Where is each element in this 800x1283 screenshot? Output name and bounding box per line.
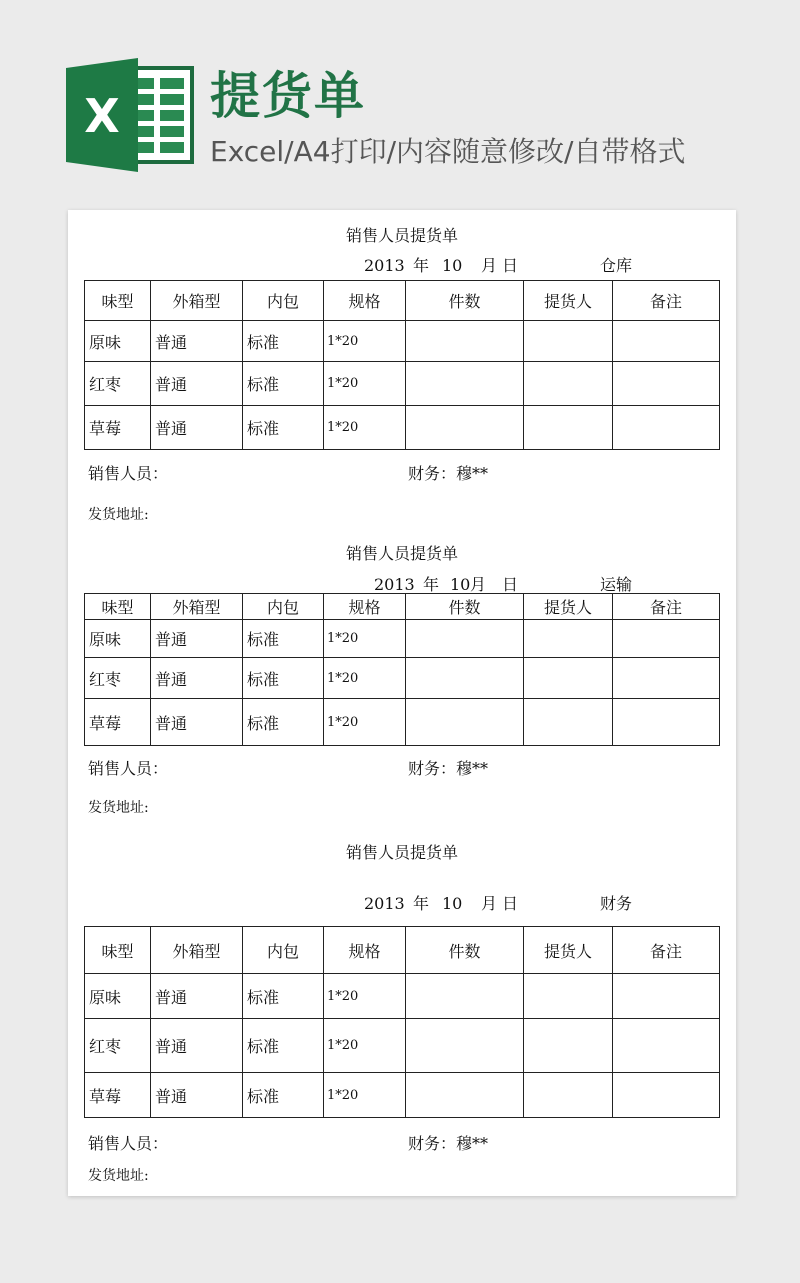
table-row (85, 1073, 720, 1118)
column-header: 外箱型 (151, 927, 243, 974)
cell-quantity[interactable] (406, 362, 524, 406)
cell-inner-pack[interactable]: 标准 (243, 406, 324, 450)
column-header: 内包 (243, 281, 324, 321)
date-line (68, 894, 736, 914)
cell-outer-box[interactable]: 普通 (151, 362, 243, 406)
cell-remarks[interactable] (613, 620, 720, 658)
date-day-unit: 日 (502, 575, 519, 594)
page-subtitle: Excel/A4打印/内容随意修改/自带格式 (210, 135, 686, 168)
items-table (84, 280, 720, 450)
cell-spec[interactable]: 1*20 (324, 699, 406, 746)
cell-inner-pack[interactable]: 标准 (243, 1019, 324, 1073)
date-year-unit: 年 (413, 256, 430, 275)
form-title: 销售人员提货单 (345, 843, 458, 862)
cell-remarks[interactable] (613, 1073, 720, 1118)
cell-remarks[interactable] (613, 362, 720, 406)
date-day-unit: 日 (502, 256, 519, 275)
items-table (84, 926, 720, 1118)
date-month-unit: 月 (470, 575, 487, 594)
cell-remarks[interactable] (613, 406, 720, 450)
cell-spec[interactable]: 1*20 (324, 406, 406, 450)
date-month: 10 (442, 256, 463, 275)
cell-quantity[interactable] (406, 1073, 524, 1118)
cell-quantity[interactable] (406, 1019, 524, 1073)
column-header: 备注 (613, 594, 720, 620)
cell-spec[interactable]: 1*20 (324, 362, 406, 406)
cell-inner-pack[interactable]: 标准 (243, 1073, 324, 1118)
document-sheet (68, 210, 736, 1196)
cell-flavor[interactable]: 原味 (85, 620, 151, 658)
table-row (85, 362, 720, 406)
column-header: 味型 (85, 281, 151, 321)
cell-picker[interactable] (524, 699, 613, 746)
cell-remarks[interactable] (613, 321, 720, 362)
address-label: 发货地址: (88, 507, 149, 523)
column-header: 规格 (324, 927, 406, 974)
cell-picker[interactable] (524, 362, 613, 406)
date-month-unit: 月 (481, 256, 498, 275)
cell-inner-pack[interactable]: 标准 (243, 362, 324, 406)
date-year-unit: 年 (413, 894, 430, 913)
address-label: 发货地址: (88, 800, 149, 816)
page-title: 提货单 (210, 67, 366, 125)
cell-quantity[interactable] (406, 406, 524, 450)
table-row (85, 974, 720, 1019)
cell-spec[interactable]: 1*20 (324, 321, 406, 362)
table-row (85, 406, 720, 450)
cell-quantity[interactable] (406, 321, 524, 362)
cell-flavor[interactable]: 草莓 (85, 1073, 151, 1118)
cell-spec[interactable]: 1*20 (324, 620, 406, 658)
column-header: 内包 (243, 594, 324, 620)
cell-outer-box[interactable]: 普通 (151, 1073, 243, 1118)
column-header: 备注 (613, 281, 720, 321)
table-row (85, 620, 720, 658)
column-header: 件数 (406, 927, 524, 974)
date-day-unit: 日 (502, 894, 519, 913)
cell-quantity[interactable] (406, 974, 524, 1019)
items-table (84, 593, 720, 746)
excel-logo-icon (66, 58, 194, 172)
cell-inner-pack[interactable]: 标准 (243, 620, 324, 658)
cell-outer-box[interactable]: 普通 (151, 321, 243, 362)
cell-flavor[interactable]: 红枣 (85, 362, 151, 406)
cell-quantity[interactable] (406, 620, 524, 658)
cell-outer-box[interactable]: 普通 (151, 406, 243, 450)
column-header: 件数 (406, 594, 524, 620)
date-line (68, 256, 736, 276)
cell-outer-box[interactable]: 普通 (151, 1019, 243, 1073)
date-month-unit: 月 (481, 894, 498, 913)
cell-remarks[interactable] (613, 699, 720, 746)
cell-remarks[interactable] (613, 1019, 720, 1073)
column-header: 提货人 (524, 927, 613, 974)
column-header: 外箱型 (151, 594, 243, 620)
cell-picker[interactable] (524, 321, 613, 362)
date-month: 10 (450, 575, 471, 594)
date-year-unit: 年 (423, 575, 440, 594)
cell-picker[interactable] (524, 406, 613, 450)
date-year: 2013 (364, 256, 405, 275)
column-header: 提货人 (524, 594, 613, 620)
table-header-row (85, 927, 720, 974)
department-label: 运输 (600, 575, 633, 594)
finance-label: 财务：穆** (408, 759, 489, 778)
form-title: 销售人员提货单 (345, 226, 458, 245)
cell-outer-box[interactable]: 普通 (151, 658, 243, 699)
svg-text:X: X (84, 89, 120, 143)
finance-label: 财务：穆** (408, 1134, 489, 1153)
column-header: 规格 (324, 281, 406, 321)
cell-flavor[interactable]: 红枣 (85, 658, 151, 699)
table-row (85, 1019, 720, 1073)
date-year: 2013 (374, 575, 415, 594)
column-header: 规格 (324, 594, 406, 620)
cell-quantity[interactable] (406, 658, 524, 699)
table-header-row (85, 281, 720, 321)
cell-outer-box[interactable]: 普通 (151, 699, 243, 746)
cell-flavor[interactable]: 原味 (85, 974, 151, 1019)
cell-spec[interactable]: 1*20 (324, 658, 406, 699)
department-label: 财务 (600, 894, 633, 913)
cell-picker[interactable] (524, 974, 613, 1019)
cell-inner-pack[interactable]: 标准 (243, 699, 324, 746)
cell-picker[interactable] (524, 1073, 613, 1118)
table-row (85, 321, 720, 362)
cell-picker[interactable] (524, 1019, 613, 1073)
cell-spec[interactable]: 1*20 (324, 1073, 406, 1118)
date-month: 10 (442, 894, 463, 913)
cell-flavor[interactable]: 草莓 (85, 699, 151, 746)
table-row (85, 658, 720, 699)
cell-flavor[interactable]: 红枣 (85, 1019, 151, 1073)
cell-remarks[interactable] (613, 658, 720, 699)
cell-picker[interactable] (524, 620, 613, 658)
finance-label: 财务：穆** (408, 464, 489, 483)
column-header: 味型 (85, 594, 151, 620)
cell-picker[interactable] (524, 658, 613, 699)
cell-flavor[interactable]: 原味 (85, 321, 151, 362)
table-header-row (85, 594, 720, 620)
cell-inner-pack[interactable]: 标准 (243, 321, 324, 362)
column-header: 件数 (406, 281, 524, 321)
table-row (85, 699, 720, 746)
column-header: 备注 (613, 927, 720, 974)
column-header: 味型 (85, 927, 151, 974)
cell-inner-pack[interactable]: 标准 (243, 974, 324, 1019)
sales-person-label: 销售人员： (88, 759, 169, 778)
cell-quantity[interactable] (406, 699, 524, 746)
column-header: 外箱型 (151, 281, 243, 321)
cell-remarks[interactable] (613, 974, 720, 1019)
date-year: 2013 (364, 894, 405, 913)
cell-spec[interactable]: 1*20 (324, 1019, 406, 1073)
cell-outer-box[interactable]: 普通 (151, 620, 243, 658)
cell-outer-box[interactable]: 普通 (151, 974, 243, 1019)
address-label: 发货地址: (88, 1168, 149, 1184)
cell-spec[interactable]: 1*20 (324, 974, 406, 1019)
sales-person-label: 销售人员： (88, 1134, 169, 1153)
column-header: 内包 (243, 927, 324, 974)
department-label: 仓库 (600, 256, 633, 275)
date-line (68, 575, 736, 595)
form-title: 销售人员提货单 (345, 544, 458, 563)
cell-flavor[interactable]: 草莓 (85, 406, 151, 450)
column-header: 提货人 (524, 281, 613, 321)
sales-person-label: 销售人员： (88, 464, 169, 483)
cell-inner-pack[interactable]: 标准 (243, 658, 324, 699)
